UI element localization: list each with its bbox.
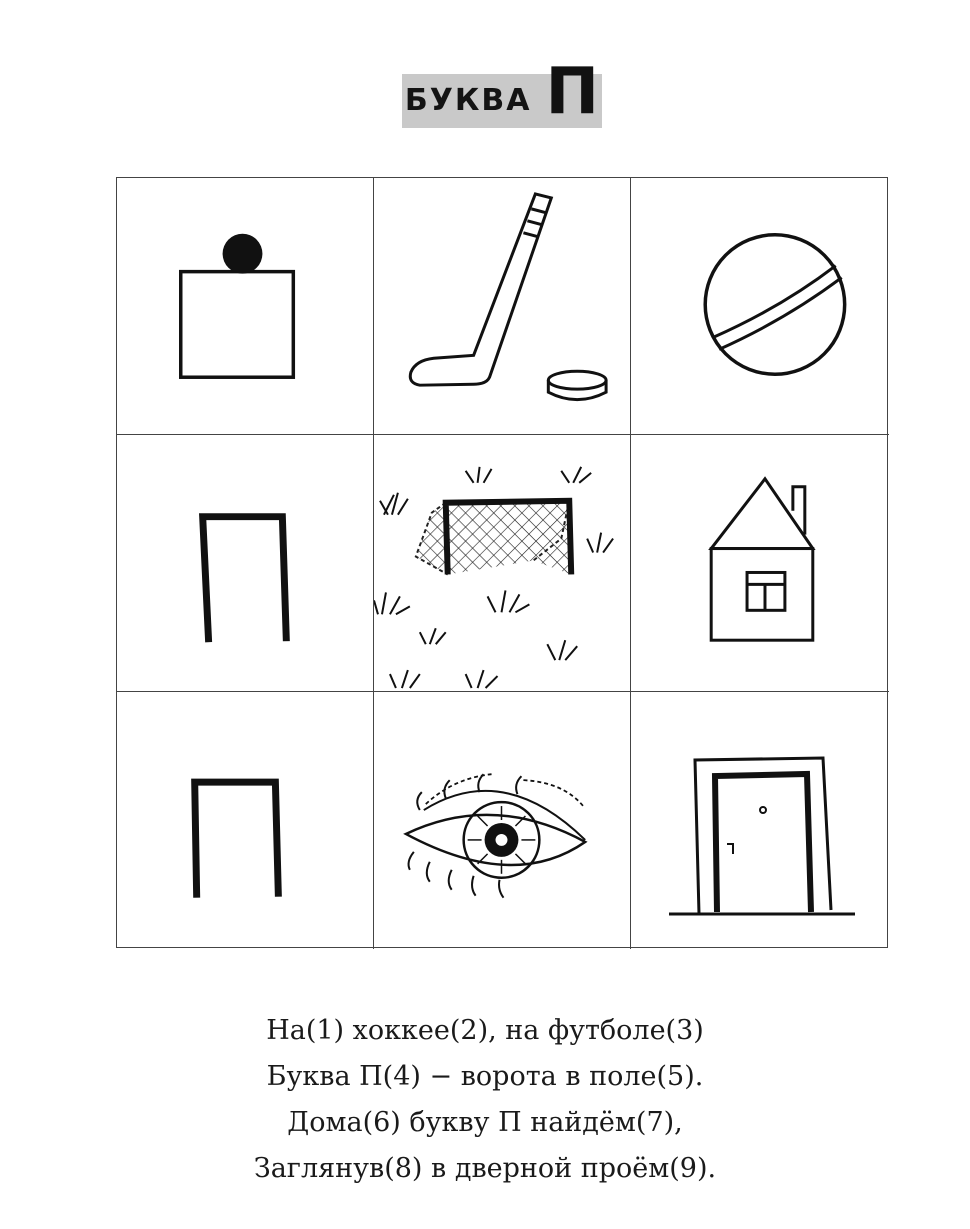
poem-line-4: Заглянув(8) в дверной проём(9). bbox=[253, 1153, 717, 1184]
hockey-stick-and-puck-icon bbox=[374, 178, 630, 434]
title-letter: П bbox=[545, 55, 600, 129]
puck-on-box-icon bbox=[117, 178, 373, 434]
title-word: БУКВА bbox=[404, 83, 532, 118]
poem-line-2: Буква П(4) − ворота в поле(5). bbox=[266, 1061, 704, 1092]
cell-2-1 bbox=[117, 435, 374, 692]
picture-grid bbox=[116, 177, 888, 948]
poem bbox=[0, 1008, 970, 1192]
cell-3-3 bbox=[631, 692, 889, 949]
letter-p-icon bbox=[117, 692, 373, 949]
eye-icon bbox=[374, 692, 630, 949]
cell-1-1 bbox=[117, 178, 374, 435]
poem-line-1: На(1) хоккее(2), на футболе(3) bbox=[266, 1015, 704, 1046]
house-icon bbox=[631, 435, 889, 691]
cell-3-1 bbox=[117, 692, 374, 949]
ball-icon bbox=[631, 178, 889, 434]
cell-3-2 bbox=[374, 692, 631, 949]
cell-2-3 bbox=[631, 435, 889, 692]
door-icon bbox=[631, 692, 889, 949]
cell-2-2 bbox=[374, 435, 631, 692]
cell-1-2 bbox=[374, 178, 631, 435]
letter-p-icon bbox=[117, 435, 373, 691]
soccer-goal-icon bbox=[374, 435, 630, 691]
title-banner bbox=[402, 55, 602, 129]
poem-line-3: Дома(6) букву П найдём(7), bbox=[287, 1107, 683, 1138]
cell-1-3 bbox=[631, 178, 889, 435]
